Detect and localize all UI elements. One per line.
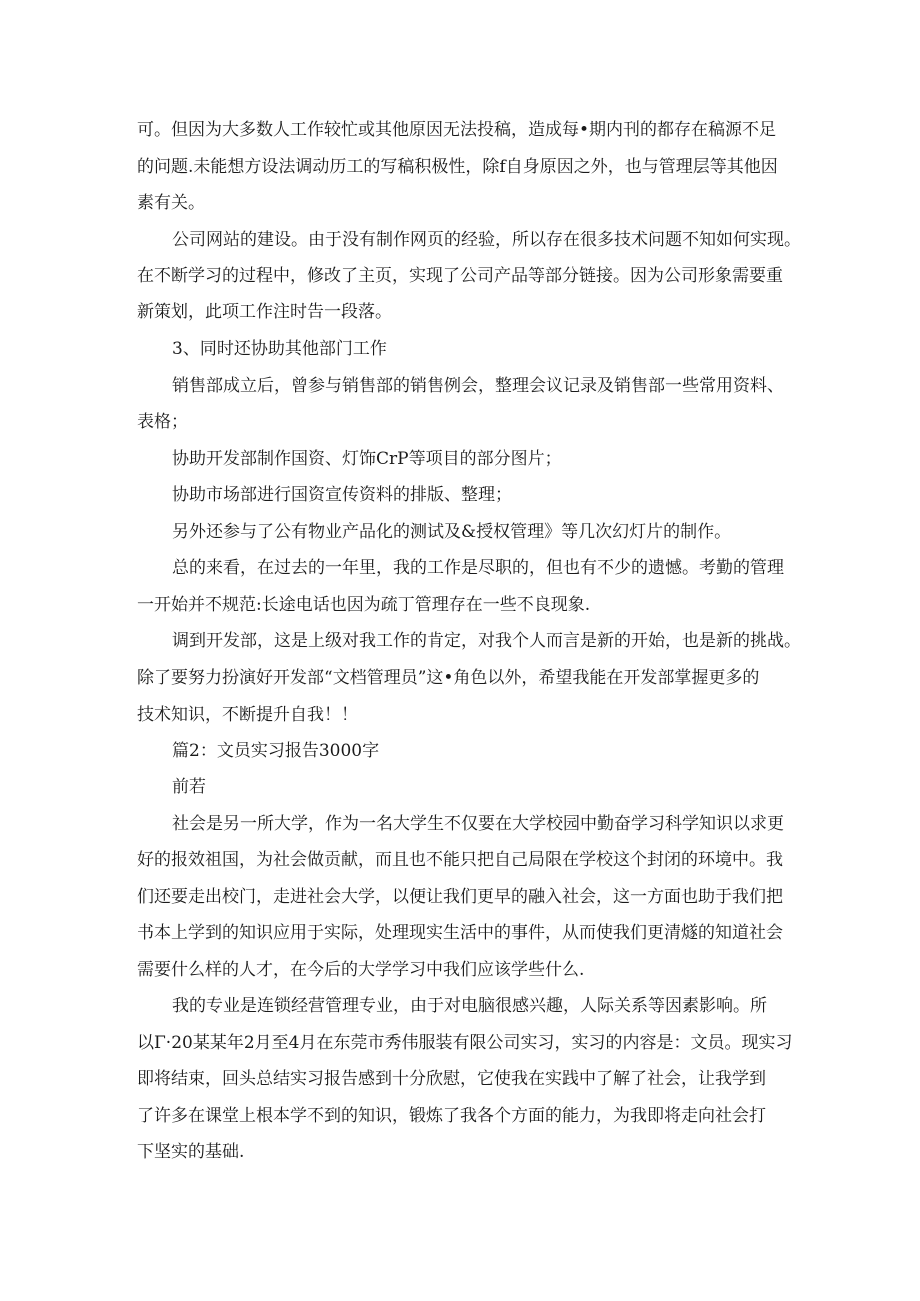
text-line: 新策划，此项工作注时告一段落。: [137, 302, 392, 322]
text-line: 的问题.未能想方设法调动历工的写稿积极性，除f自身原因之外，也与管理层等其他因: [137, 157, 778, 177]
text-line: 们还要走出校门，走进社会大学，以便让我们更早的融入社会，这一方面也助于我们把: [137, 887, 783, 907]
text-line: 需要什么样的人才，在今后的大学学习中我们应该学些什么.: [137, 960, 585, 980]
text-line: 以Γ·20某某年2月至4月在东莞市秀伟服装有限公司实习，实习的内容是：文员。现实习: [137, 1033, 793, 1053]
paragraph-start-line: 协助市场部进行国资宣传资料的排版、整理；: [172, 485, 512, 505]
text-line: 表格；: [137, 412, 188, 432]
text-line: 好的报效祖国，为社会做贡献，而且也不能只把自己局限在学校这个封闭的环境中。我: [137, 850, 783, 870]
paragraph-start-line: 公司网站的建设。由于没有制作网页的经验，所以存在很多技术问题不知如何实现。: [172, 230, 801, 250]
section-subtitle: 前若: [172, 777, 206, 797]
paragraph-start-line: 我的专业是连锁经营管理专业，由于对电脑很感兴趣，人际关系等因素影响。所: [172, 996, 767, 1016]
text-line: 书本上学到的知识应用于实际，处理现实生活中的事件，从而使我们更清燧的知道社会: [137, 923, 783, 943]
text-line: 在不断学习的过程中，修改了主页，实现了公司产品等部分链接。因为公司形象需要重: [137, 266, 783, 286]
paragraph-start-line: 协助开发部制作国资、灯饰CrP等项目的部分图片；: [172, 449, 562, 469]
text-line: 一开始并不规范:长途电话也因为疏丁管理存在一些不良现象.: [137, 595, 591, 615]
paragraph-start-line: 总的来看，在过去的一年里，我的工作是尽职的，但也有不少的遗憾。考勤的管理: [172, 558, 784, 578]
text-line: 除了要努力扮演好开发部“文档管理员”这•角色以外，希望我能在开发部掌握更多的: [137, 668, 760, 688]
text-line: 了许多在课堂上根本学不到的知识，锻炼了我各个方面的能力，为我即将走向社会打: [137, 1106, 766, 1126]
text-line: 可。但因为大多数人工作较忙或其他原因无法投稿，造成每•期内刊的都存在稿源不足: [137, 120, 777, 140]
section-heading: 3、同时还协助其他部门工作: [172, 339, 387, 359]
text-line: 技术知识，不断提升自我！！: [137, 705, 358, 725]
text-line: 下坚实的基础.: [137, 1142, 245, 1162]
paragraph-start-line: 社会是另一所大学，作为一名大学生不仅要在大学校园中勤奋学习科学知识以求更: [172, 814, 784, 834]
paragraph-start-line: 另外还参与了公有物业产品化的测试及&授权管理》等几次幻灯片的制作。: [172, 522, 732, 542]
text-line: 即将结束，回头总结实习报告感到十分欣慰，它使我在实践中了解了社会，让我学到: [137, 1069, 766, 1089]
paragraph-start-line: 销售部成立后，曾参与销售部的销售例会，整理会议记录及销售部一些常用资料、: [172, 376, 784, 396]
paragraph-start-line: 调到开发部，这是上级对我工作的肯定，对我个人而言是新的开始，也是新的挑战。: [172, 631, 801, 651]
text-line: 素有关。: [137, 193, 205, 213]
section-title: 篇2：文员实习报告3000字: [172, 741, 380, 761]
